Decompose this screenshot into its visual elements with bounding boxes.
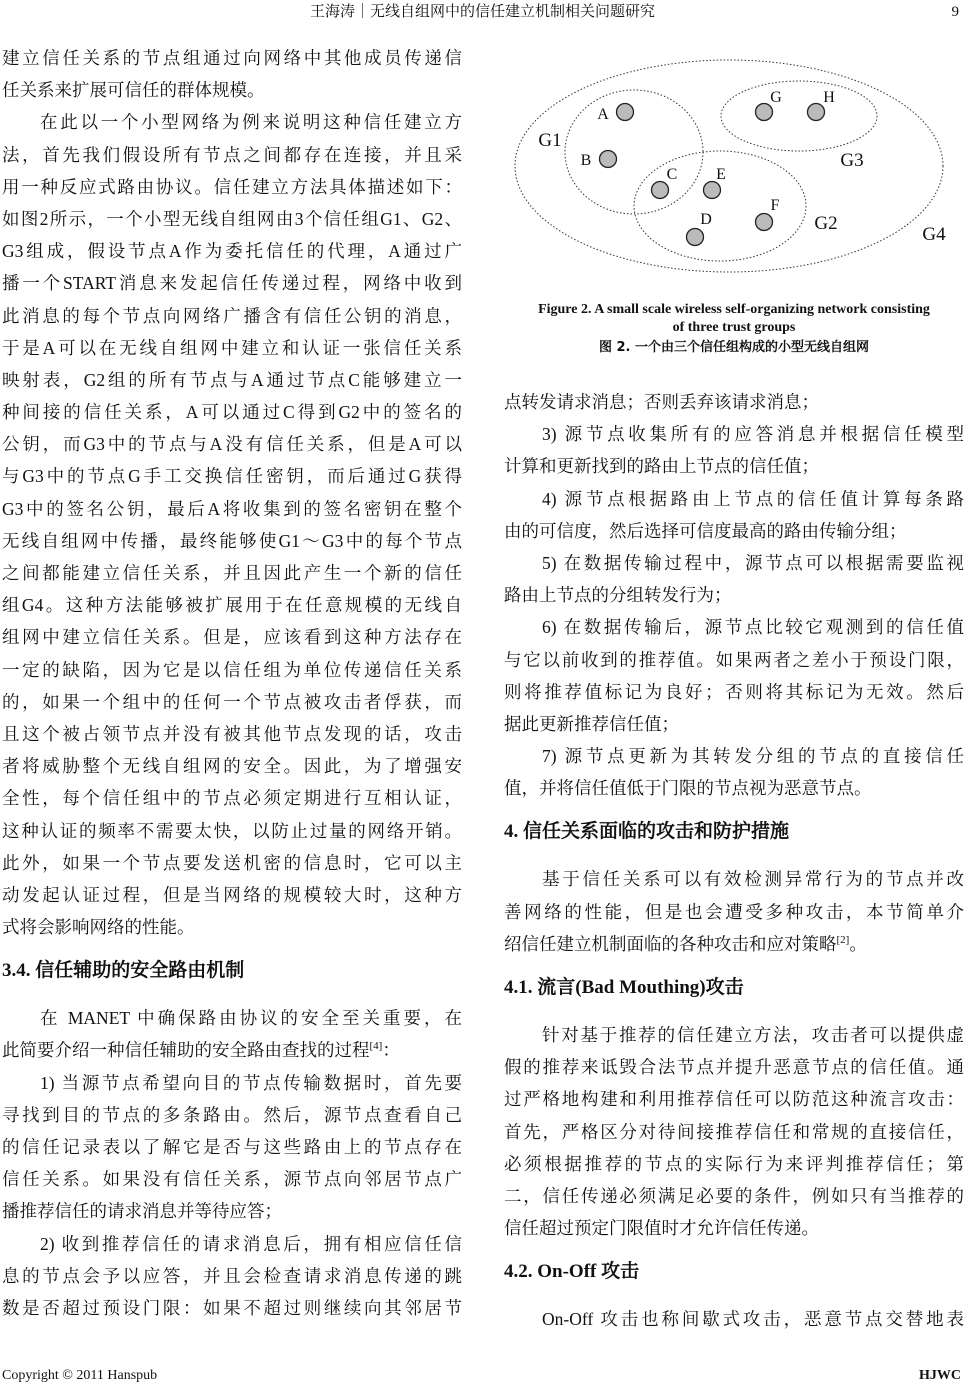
text-line: On-Off 攻击也称间歇式攻击，恶意节点交替地表 bbox=[542, 1309, 964, 1330]
text-line: 动发起认证过程，但是当网络的规模较大时，这种方 bbox=[2, 884, 462, 905]
text-line: 善网络的性能，但是也会遭受多种攻击，本节简单介 bbox=[504, 901, 964, 922]
paragraph bbox=[2, 106, 462, 943]
node-b bbox=[600, 151, 617, 168]
text-line: 针对基于推荐的信任建立方法，攻击者可以提供虚 bbox=[542, 1025, 964, 1045]
text-line: 式将会影响网络的性能。 bbox=[2, 917, 195, 938]
text-line bbox=[2, 1034, 462, 1066]
group-label-g1: G1 bbox=[538, 130, 562, 151]
text-line: 7) 源节点更新为其转发分组的节点的直接信任 bbox=[542, 746, 964, 767]
text-line: 全性，每个信任组中的节点必须定期进行互相认证， bbox=[2, 788, 462, 809]
text-line: 任关系来扩展可信任的群体规模。 bbox=[2, 80, 265, 101]
group-label-g3: G3 bbox=[840, 150, 864, 171]
text-line: 播一个START消息来发起信任传递过程，网络中收到 bbox=[2, 273, 462, 294]
text-line: 映射表，G2组的所有节点与A通过节点C能够建立一 bbox=[2, 369, 462, 390]
text-line: 于是A可以在无线自组网中建立和认证一张信任关系 bbox=[2, 337, 462, 358]
text-line: 由的可信度，然后选择可信度最高的路由传输分组； bbox=[504, 520, 907, 541]
node-f bbox=[756, 214, 773, 231]
text-line: 过严格地构建和利用推荐信任可以防范这种流言攻击： bbox=[504, 1089, 964, 1110]
text-line: 信任超过预定门限值时才允许信任传递。 bbox=[504, 1218, 819, 1239]
node-a bbox=[617, 104, 634, 121]
node-d bbox=[687, 229, 704, 246]
text-line: 且这个被占领节点并没有被其他节点发现的话，攻击 bbox=[2, 723, 462, 744]
text-line: 值，并将信任值低于门限的节点视为恶意节点。 bbox=[504, 778, 872, 799]
text-line: 在此以一个小型网络为例来说明这种信任建立方 bbox=[40, 112, 462, 133]
text-line: 之间都能建立信任关系，并且因此产生一个新的信任 bbox=[2, 563, 462, 583]
page-number: 9 bbox=[951, 4, 959, 20]
text-line: 在 MANET 中确保路由协议的安全至关重要，在 bbox=[40, 1008, 462, 1029]
figure-caption-en-1: Figure 2. A small scale wireless self-organizing network consisting bbox=[538, 302, 930, 317]
node-label-b: B bbox=[580, 152, 592, 169]
text-line: 用一种反应式路由协议。信任建立方法具体描述如下： bbox=[2, 176, 462, 197]
paragraph bbox=[2, 1002, 462, 1066]
paragraph bbox=[504, 611, 964, 740]
node-label-d: D bbox=[700, 211, 712, 228]
text-line: 组网中建立信任关系。但是，应该看到这种方法存在 bbox=[2, 627, 462, 648]
text-line: 与它以前收到的推荐值。如果两者之差小于预设门限， bbox=[504, 649, 964, 670]
text-line: 二，信任传递必须满足必要的条件，例如只有当推荐的 bbox=[504, 1185, 964, 1206]
text-line: 路由上节点的分组转发行为； bbox=[504, 585, 732, 606]
paragraph bbox=[504, 740, 964, 804]
text-line: 如图2所示，一个小型无线自组网由3个信任组G1、G2、 bbox=[2, 208, 462, 229]
text-line: 基于信任关系可以有效检测异常行为的节点并改 bbox=[542, 869, 964, 890]
text-line: 必须根据推荐的节点的实际行为来评判推荐信任；第 bbox=[504, 1153, 964, 1174]
node-label-e: E bbox=[716, 166, 726, 183]
running-header-title: 王海涛｜无线自组网中的信任建立机制相关问题研究 bbox=[309, 4, 655, 20]
node-g bbox=[756, 104, 773, 121]
citation-ref: [2] bbox=[836, 933, 850, 946]
text-line: 假的推荐来诋毁合法节点并提升恶意节点的信任值。通 bbox=[504, 1057, 964, 1078]
paragraph bbox=[504, 1303, 964, 1335]
text-line: 建立信任关系的节点组通过向网络中其他成员传递信 bbox=[2, 48, 462, 68]
node-label-c: C bbox=[666, 166, 678, 183]
text-line: 则将推荐值标记为良好；否则将其标记为无效。然后 bbox=[504, 681, 964, 702]
node-h bbox=[808, 104, 825, 121]
right-column bbox=[504, 386, 964, 1336]
section-heading: 4.1. 流言(Bad Mouthing)攻击 bbox=[504, 977, 744, 998]
text-line: 此外，如果一个节点要发送机密的信息时，它可以主 bbox=[2, 852, 462, 873]
group-label-g2: G2 bbox=[814, 213, 838, 234]
text-line: G3组成，假设节点A作为委托信任的代理，A通过广 bbox=[2, 241, 462, 262]
text-line: 信任关系。如果没有信任关系，源节点向邻居节点广 bbox=[2, 1169, 462, 1190]
node-label-g: G bbox=[770, 89, 782, 106]
group-label-g4: G4 bbox=[922, 224, 946, 245]
node-label-a: A bbox=[597, 106, 609, 123]
group-g3-ellipse bbox=[721, 81, 877, 151]
group-g4-ellipse bbox=[515, 60, 943, 272]
text-line: 6) 在数据传输后，源节点比较它观测到的信任值 bbox=[542, 617, 964, 638]
text-span: 。 bbox=[849, 933, 867, 954]
node-label-h: H bbox=[823, 89, 835, 106]
text-line: 者将威胁整个无线自组网的安全。因此，为了增强安 bbox=[2, 756, 462, 777]
text-line: 种间接的信任关系，A可以通过C得到G2中的签名的 bbox=[2, 402, 462, 423]
paragraph bbox=[504, 386, 964, 418]
paragraph bbox=[504, 483, 964, 547]
paragraph bbox=[2, 1228, 462, 1325]
text-span: 绍信任建立机制面临的各种攻击和应对策略 bbox=[504, 933, 837, 954]
text-line: 的，如果一个组中的任何一个节点被攻击者俘获，而 bbox=[2, 691, 462, 712]
text-line: 无线自组网中传播，最终能够使G1～G3中的每个节点 bbox=[2, 530, 462, 551]
text-line: 1) 当源节点希望向目的节点传输数据时，首先要 bbox=[40, 1072, 462, 1093]
text-span: ： bbox=[382, 1040, 400, 1061]
node-e bbox=[704, 182, 721, 199]
text-line: 这种认证的频率不需要太快，以防止过量的网络开销。 bbox=[2, 820, 462, 841]
text-line: 寻找到目的节点的多条路由。然后，源节点查看自己 bbox=[2, 1104, 462, 1125]
text-line: 据此更新推荐信任值； bbox=[504, 713, 679, 734]
paragraph bbox=[504, 547, 964, 611]
text-line: 首先，严格区分对待间接推荐信任和常规的直接信任， bbox=[504, 1121, 964, 1142]
text-line: 3) 源节点收集所有的应答消息并根据信任模型 bbox=[542, 424, 964, 445]
section-heading: 4.2. On-Off 攻击 bbox=[504, 1261, 640, 1283]
section-heading: 3.4. 信任辅助的安全路由机制 bbox=[2, 960, 245, 982]
text-line: 点转发请求消息；否则丢弃该请求消息； bbox=[504, 392, 819, 412]
text-line: 此消息的每个节点向网络广播含有信任公钥的消息， bbox=[2, 305, 462, 326]
figure-2-network-diagram bbox=[490, 56, 965, 286]
footer-journal: HJWC bbox=[919, 1368, 961, 1383]
text-span: 此简要介绍一种信任辅助的安全路由查找的过程 bbox=[2, 1040, 370, 1061]
text-line: 的信任记录表以了解它是否与这些路由上的节点存在 bbox=[2, 1137, 462, 1157]
text-line: 法，首先我们假设所有节点之间都存在连接，并且采 bbox=[2, 144, 462, 165]
text-line: 与G3中的节点G手工交换信任密钥，而后通过G获得 bbox=[2, 466, 462, 487]
citation-ref: [4] bbox=[369, 1040, 383, 1053]
text-line: 一定的缺陷，因为它是以信任组为单位传递信任关系 bbox=[2, 659, 462, 680]
text-line: 计算和更新找到的路由上节点的信任值； bbox=[504, 456, 819, 477]
text-line: 公钥，而G3中的节点与A没有信任关系，但是A可以 bbox=[2, 434, 462, 455]
text-line: 播推荐信任的请求消息并等待应答； bbox=[2, 1201, 282, 1222]
left-column bbox=[2, 42, 462, 1324]
text-line bbox=[504, 928, 964, 960]
paragraph bbox=[2, 1067, 462, 1228]
text-line: G3中的签名公钥，最后A将收集到的签名密钥在整个 bbox=[2, 498, 462, 519]
text-line: 5) 在数据传输过程中，源节点可以根据需要监视 bbox=[542, 552, 964, 573]
footer-copyright: Copyright © 2011 Hanspub bbox=[2, 1368, 158, 1383]
text-line: 数是否超过预设门限：如果不超过则继续向其邻居节 bbox=[2, 1297, 462, 1318]
figure-caption-zh: 图 2. 一个由三个信任组构成的小型无线自组网 bbox=[598, 340, 870, 355]
text-line: 4) 源节点根据路由上节点的信任值计算每条路 bbox=[542, 488, 964, 509]
figure-caption-en-2: of three trust groups bbox=[672, 320, 796, 335]
section-heading: 4. 信任关系面临的攻击和防护措施 bbox=[504, 821, 790, 843]
text-line: 息的节点会予以应答，并且会检查请求消息传递的跳 bbox=[2, 1265, 462, 1286]
text-line: 2) 收到推荐信任的请求消息后，拥有相应信任信 bbox=[40, 1233, 462, 1254]
node-label-f: F bbox=[770, 197, 780, 214]
paragraph bbox=[504, 1019, 964, 1244]
paragraph bbox=[2, 42, 462, 106]
text-line: 组G4。这种方法能够被扩展用于在任意规模的无线自 bbox=[2, 595, 462, 616]
paragraph bbox=[504, 863, 964, 960]
paragraph bbox=[504, 418, 964, 482]
node-c bbox=[652, 182, 669, 199]
